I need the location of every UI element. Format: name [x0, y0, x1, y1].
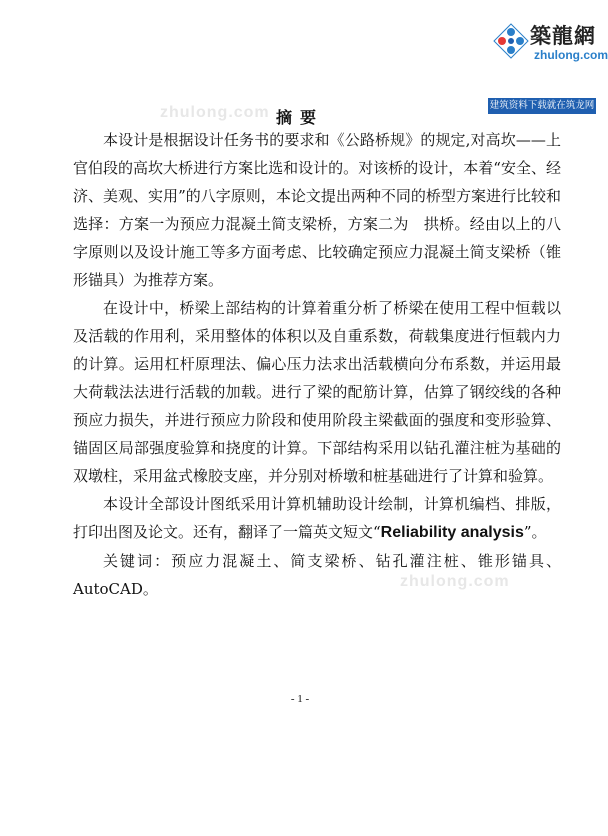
abstract-paragraph-1: 本设计是根据设计任务书的要求和《公路桥规》的规定,对高坎——上官伯段的高坎大桥进行方案比选和设计的。对该桥的设计，本着“安全、经济、美观、实用”的八字原则，本论文提出两种不同的桥型方案进行比较和选择：方案一为预应力混凝土简支梁桥，方案二为 拱桥。经由以上的八字原则以及设计施工等多方面考虑、比较确定预应力混凝土简支梁桥（锥形锚具）为推荐方案。 — [73, 131, 561, 289]
watermark-top: zhulong.com — [160, 104, 270, 121]
abstract-paragraph-3 — [73, 490, 561, 547]
paragraph-3-suffix: ”。 — [523, 523, 547, 541]
english-essay-title: Reliability analysis — [380, 524, 524, 541]
logo-mark-icon — [492, 22, 530, 60]
keywords: 关键词：预应力混凝土、简支梁桥、钻孔灌注桩、锥形锚具、AutoCAD。 — [73, 552, 561, 598]
logo-domain: zhulong.com — [534, 48, 608, 62]
zhulong-logo — [488, 16, 608, 111]
logo-banner: 建筑资料下载就在筑龙网 — [488, 98, 596, 114]
abstract-title: 摘要 — [275, 108, 324, 127]
abstract-paragraph-2: 在设计中，桥梁上部结构的计算着重分析了桥梁在使用工程中恒载以及活载的作用利，采用整体的体积以及自重系数，荷载集度进行恒载内力的计算。运用杠杆原理法、偏心压力法求出活载横向分布系数，并运用最大荷载法法进行活载的加载。进行了梁的配筋计算，估算了钢绞线的各种预应力损失，并进行预应力阶段和使用阶段主梁截面的强度和变形验算、锚固区局部强度验算和挠度的计算。下部结构采用以钻孔灌注桩为基础的双墩柱，采用盆式橡胶支座，并分别对桥墩和桩基础进行了计算和验算。 — [73, 299, 561, 485]
paragraph-3-prefix: 本设计全部设计图纸采用计算机辅助设计绘制，计算机编档、排版，打印出图及论文。还有，翻译了一篇英文短文“ — [73, 495, 561, 541]
page-number: - 1 - — [290, 693, 310, 705]
logo-title: 築龍網 — [530, 23, 596, 48]
abstract-body — [73, 126, 561, 603]
watermark-bottom: zhulong.com — [400, 573, 510, 590]
